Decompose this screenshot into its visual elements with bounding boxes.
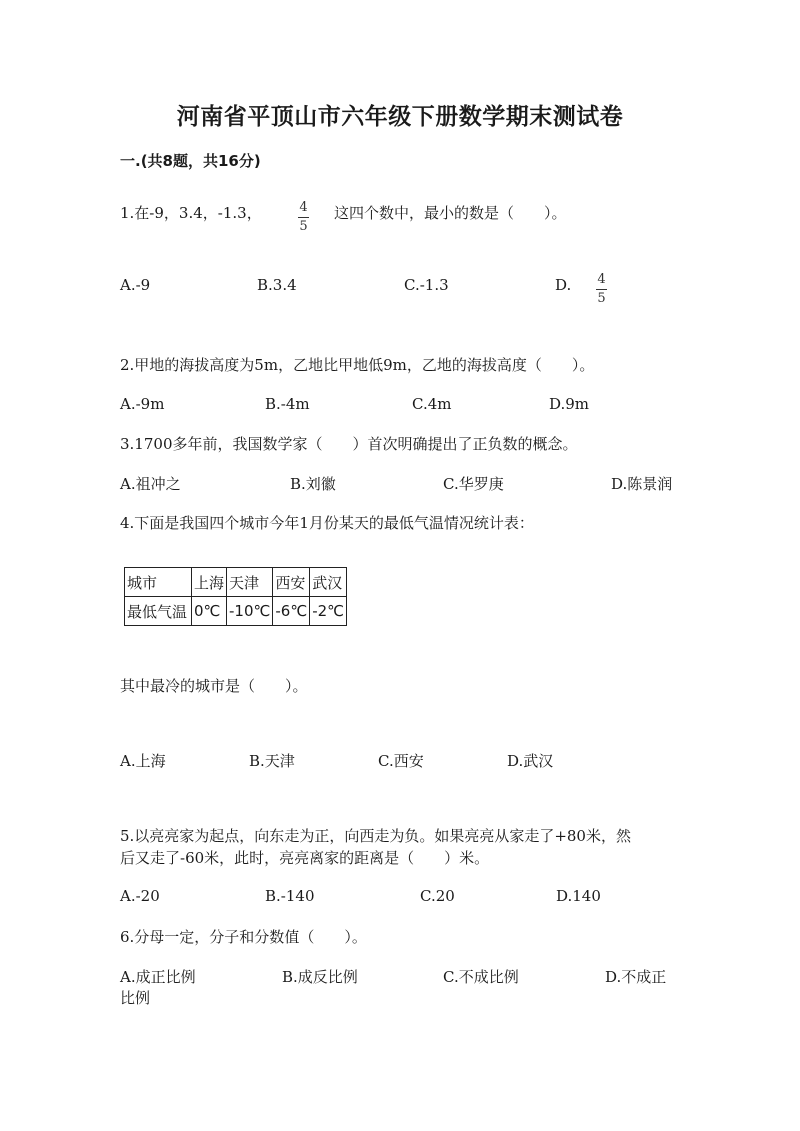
question-4-option-a[interactable]: A.上海: [120, 752, 166, 770]
question-5-text-line-2: 后又走了-60米，此时，亮亮离家的距离是（ ）米。: [120, 849, 490, 867]
table-row: [125, 597, 347, 626]
question-3-option-b[interactable]: B.刘徽: [290, 475, 336, 493]
question-1-option-b[interactable]: B.3.4: [257, 276, 297, 294]
question-2-text: 2.甲地的海拔高度为5m，乙地比甲地低9m，乙地的海拔高度（ ）。: [120, 356, 595, 374]
question-4-text: 4.下面是我国四个城市今年1月份某天的最低气温情况统计表：: [120, 514, 534, 532]
table-cell: 西安: [273, 568, 310, 597]
question-3-option-c[interactable]: C.华罗庚: [443, 475, 504, 493]
question-5-option-a[interactable]: A.-20: [120, 887, 160, 905]
question-5-text-line-1: 5.以亮亮家为起点，向东走为正，向西走为负。如果亮亮从家走了+80米，然: [120, 827, 631, 845]
question-1-fraction: [298, 196, 309, 234]
question-6-option-d[interactable]: D.不成正: [605, 968, 667, 986]
question-2-option-c[interactable]: C.4m: [412, 395, 452, 413]
question-6-option-c[interactable]: C.不成比例: [443, 968, 519, 986]
question-1-suffix: 这四个数中，最小的数是（ ）。: [334, 204, 567, 222]
question-5-option-b[interactable]: B.-140: [265, 887, 315, 905]
table-cell: 最低气温: [125, 597, 192, 626]
question-4-followup: 其中最冷的城市是（ ）。: [120, 677, 308, 695]
question-6-text: 6.分母一定，分子和分数值（ ）。: [120, 928, 367, 946]
question-4-option-d[interactable]: D.武汉: [507, 752, 554, 770]
table-cell: 0℃: [192, 597, 227, 626]
question-1-option-c[interactable]: C.-1.3: [404, 276, 449, 294]
temperature-table: [124, 567, 347, 626]
table-cell: 天津: [227, 568, 273, 597]
question-1-option-d[interactable]: D.: [555, 276, 572, 294]
table-row: [125, 568, 347, 597]
table-cell: 上海: [192, 568, 227, 597]
fraction-numerator: 4: [299, 200, 308, 215]
table-cell: 城市: [125, 568, 192, 597]
table-cell: -6℃: [273, 597, 310, 626]
fraction-numerator: 4: [597, 272, 606, 287]
question-3-text: 3.1700多年前，我国数学家（ ）首次明确提出了正负数的概念。: [120, 435, 578, 453]
question-6-option-b[interactable]: B.成反比例: [282, 968, 358, 986]
question-1-option-a[interactable]: A.-9: [120, 276, 151, 294]
option-d-fraction: [596, 268, 607, 306]
table-cell: -10℃: [227, 597, 273, 626]
fraction-denominator: 5: [597, 291, 606, 306]
question-2-option-d[interactable]: D.9m: [549, 395, 590, 413]
question-6-option-a[interactable]: A.成正比例: [120, 968, 196, 986]
table-cell: 武汉: [310, 568, 347, 597]
table-cell: -2℃: [310, 597, 347, 626]
question-4-option-c[interactable]: C.西安: [378, 752, 424, 770]
question-3-option-d[interactable]: D.陈景润: [611, 475, 673, 493]
question-5-option-d[interactable]: D.140: [556, 887, 601, 905]
question-1-prefix: 1.在-9，3.4，-1.3，: [120, 204, 262, 222]
question-4-option-b[interactable]: B.天津: [249, 752, 295, 770]
question-6-option-d-wrap: 比例: [120, 989, 151, 1007]
question-2-option-a[interactable]: A.-9m: [120, 395, 165, 413]
question-3-option-a[interactable]: A.祖冲之: [120, 475, 181, 493]
section-heading: 一.(共8题，共16分): [120, 152, 261, 170]
exam-title: 河南省平顶山市六年级下册数学期末测试卷: [176, 104, 624, 130]
question-2-option-b[interactable]: B.-4m: [265, 395, 310, 413]
question-5-option-c[interactable]: C.20: [420, 887, 455, 905]
fraction-denominator: 5: [299, 219, 308, 234]
question-1-text: [120, 202, 262, 223]
